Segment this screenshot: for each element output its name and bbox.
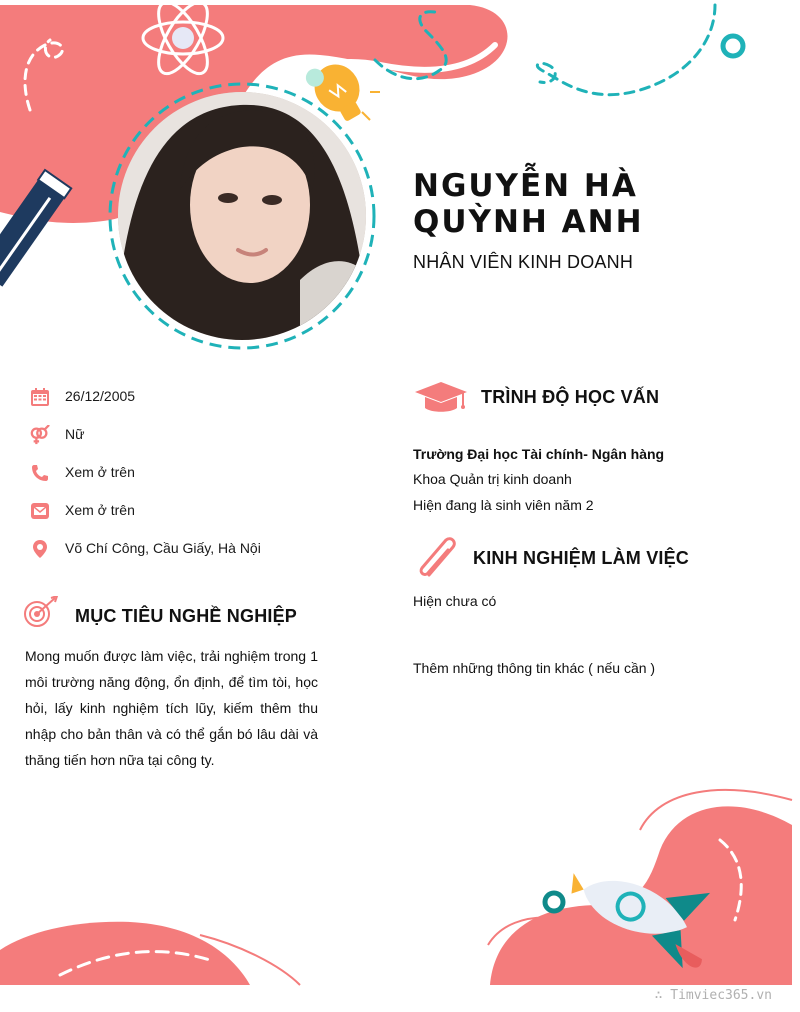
experience-text: Hiện chưa có <box>413 593 497 609</box>
education-school: Trường Đại học Tài chính- Ngân hàng <box>413 446 665 462</box>
gender-icon <box>30 425 50 445</box>
email-row <box>30 500 135 522</box>
graduation-cap-icon <box>413 380 469 414</box>
phone-icon <box>30 463 50 483</box>
job-title: NHÂN VIÊN KINH DOANH <box>413 252 634 272</box>
education-title: TRÌNH ĐỘ HỌC VẤN <box>481 387 660 407</box>
gender-value: Nữ <box>65 426 85 442</box>
phone-value: Xem ở trên <box>65 464 135 480</box>
calendar-icon <box>30 387 50 407</box>
paperclip-icon <box>415 537 459 579</box>
other-info-text: Thêm những thông tin khác ( nếu cần ) <box>413 660 656 676</box>
location-icon <box>30 539 50 559</box>
candidate-name: NGUYỄN HÀ QUỲNH ANH <box>413 168 644 240</box>
address-value: Võ Chí Công, Cầu Giấy, Hà Nội <box>65 540 261 556</box>
birthday-row <box>30 386 136 408</box>
address-row <box>30 538 261 560</box>
watermark: ∴ Timviec365.vn <box>654 988 772 1003</box>
email-value: Xem ở trên <box>65 502 135 518</box>
objective-text: Mong muốn được làm việc, trải nghiệm trong 1 môi trường năng động, ổn định, để tìm tòi, học hỏi, lấy kinh nghiệm tích lũy, kiếm thêm thu nhập cho bản thân và có thể gắn bó lâu dài và thăng tiến hơn nữa tại công ty. <box>25 648 318 768</box>
email-icon <box>30 501 50 521</box>
education-faculty: Khoa Quản trị kinh doanh <box>413 471 572 487</box>
target-icon <box>23 596 59 628</box>
education-status: Hiện đang là sinh viên năm 2 <box>413 497 594 513</box>
gender-row <box>30 424 85 446</box>
objective-title: MỤC TIÊU NGHỀ NGHIỆP <box>75 606 298 626</box>
phone-row <box>30 462 135 484</box>
birthday-value: 26/12/2005 <box>65 388 136 404</box>
experience-title: KINH NGHIỆM LÀM VIỆC <box>473 548 690 568</box>
